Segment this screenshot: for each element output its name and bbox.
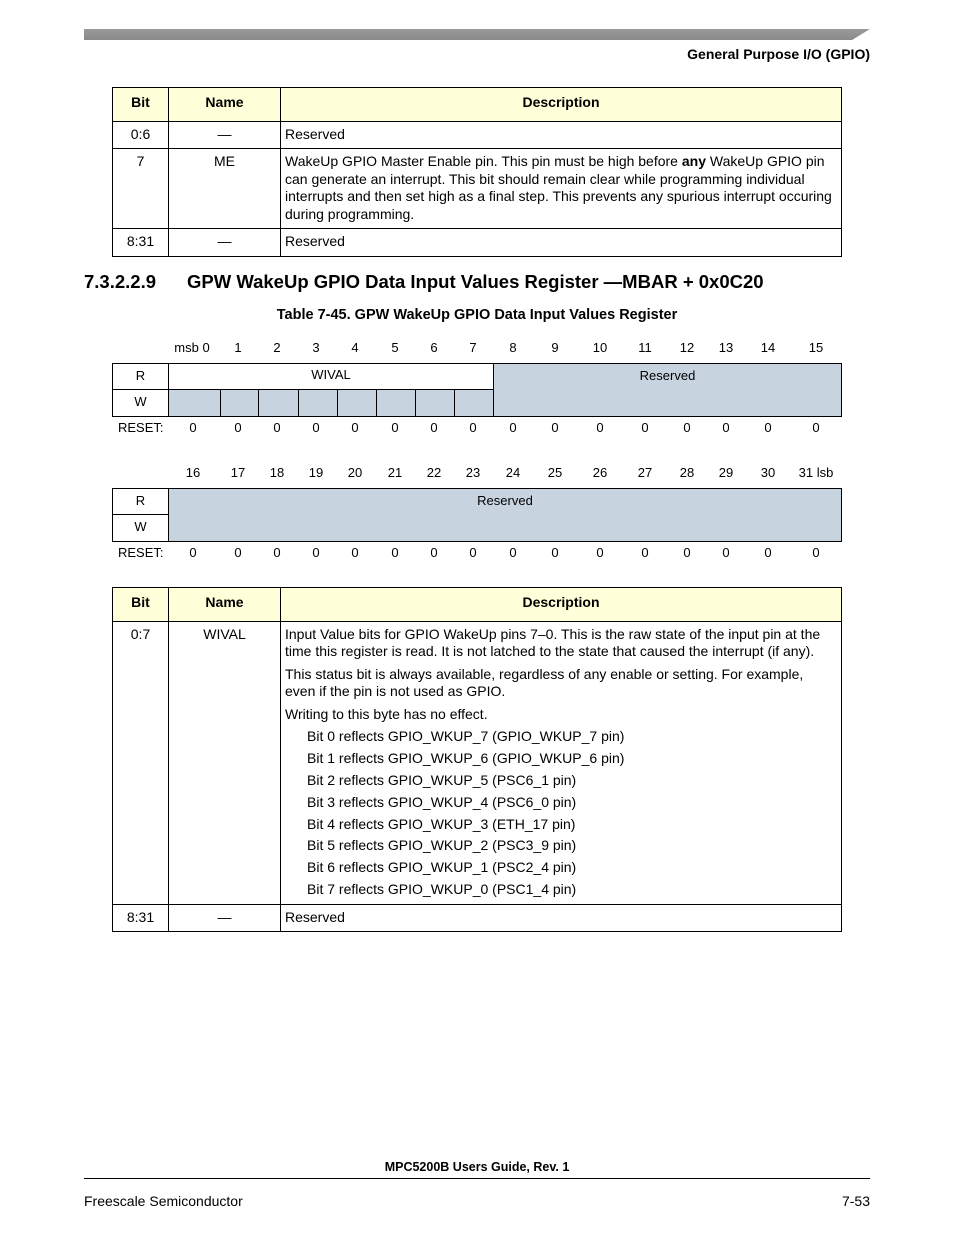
reset-value: 0 bbox=[596, 545, 604, 560]
bit-number: 26 bbox=[592, 465, 608, 480]
bit-number: 17 bbox=[230, 465, 246, 480]
reset-value: 0 bbox=[469, 545, 477, 560]
reset-value: 0 bbox=[391, 420, 399, 435]
list-item: Bit 1 reflects GPIO_WKUP_6 (GPIO_WKUP_6 pin) bbox=[307, 749, 625, 766]
write-cell bbox=[299, 390, 338, 416]
bit-number: 13 bbox=[718, 340, 734, 355]
reset-value: 0 bbox=[641, 545, 649, 560]
read-label: R bbox=[113, 364, 169, 390]
paragraph: Writing to this byte has no effect. bbox=[285, 705, 488, 722]
reset-label: RESET: bbox=[118, 420, 164, 435]
list-item: Bit 5 reflects GPIO_WKUP_2 (PSC3_9 pin) bbox=[307, 837, 577, 854]
footer-doc-title: MPC5200B Users Guide, Rev. 1 bbox=[384, 1160, 570, 1174]
list-item: Bit 0 reflects GPIO_WKUP_7 (GPIO_WKUP_7 pin) bbox=[307, 728, 625, 744]
write-cell bbox=[416, 390, 455, 416]
bit-number: 20 bbox=[347, 465, 363, 480]
description-cell: Reserved bbox=[281, 229, 842, 257]
bit-number: 23 bbox=[465, 465, 481, 480]
reset-value: 0 bbox=[509, 545, 517, 560]
bit-number: 9 bbox=[551, 340, 559, 355]
bit-number: 15 bbox=[808, 340, 824, 355]
wival-field-table bbox=[112, 587, 842, 932]
reset-value: 0 bbox=[430, 420, 438, 435]
table-row bbox=[113, 621, 842, 904]
bit-number: 8 bbox=[509, 340, 517, 355]
list-item: Bit 4 reflects GPIO_WKUP_3 (ETH_17 pin) bbox=[307, 815, 576, 832]
read-label: R bbox=[113, 489, 169, 515]
bit-number: 12 bbox=[679, 340, 695, 355]
write-cell bbox=[455, 390, 494, 416]
write-cell bbox=[221, 390, 259, 416]
header-rule bbox=[84, 29, 870, 40]
description-cell: Reserved bbox=[281, 904, 842, 932]
bit-number: 4 bbox=[351, 340, 359, 355]
reserved-label: Reserved bbox=[477, 493, 533, 508]
running-header: General Purpose I/O (GPIO) bbox=[687, 46, 870, 62]
bit-number: 31 lsb bbox=[798, 465, 834, 480]
footer-rule bbox=[84, 1178, 870, 1179]
bit-number: 7 bbox=[469, 340, 477, 355]
bit-cell: 0:7 bbox=[113, 621, 169, 904]
register-row-lower bbox=[112, 488, 842, 542]
table-row bbox=[113, 229, 842, 257]
reset-value: 0 bbox=[812, 420, 820, 435]
bit-cell: 0:6 bbox=[113, 121, 169, 149]
reset-value: 0 bbox=[189, 420, 197, 435]
reset-value: 0 bbox=[351, 545, 359, 560]
reserved-label: Reserved bbox=[639, 368, 696, 383]
bit-number: 16 bbox=[185, 465, 201, 480]
col-header-bit: Bit bbox=[113, 88, 169, 122]
me-field-table bbox=[112, 87, 842, 257]
register-row-upper bbox=[112, 363, 842, 417]
bit-number: 1 bbox=[234, 340, 242, 355]
reset-value: 0 bbox=[351, 420, 359, 435]
reset-value: 0 bbox=[273, 545, 281, 560]
reset-value: 0 bbox=[683, 545, 691, 560]
table-row bbox=[113, 121, 842, 149]
bit-number: 3 bbox=[312, 340, 320, 355]
name-cell: ME bbox=[169, 149, 281, 229]
footer-company: Freescale Semiconductor bbox=[84, 1193, 243, 1209]
section-title: GPW WakeUp GPIO Data Input Values Register —MBAR + 0x0C20 bbox=[187, 271, 764, 292]
bit-number: 28 bbox=[679, 465, 695, 480]
write-label: W bbox=[113, 515, 169, 541]
bit-number: 18 bbox=[269, 465, 285, 480]
write-label: W bbox=[113, 390, 169, 416]
description-cell: Reserved bbox=[281, 121, 842, 149]
bit-number: 6 bbox=[430, 340, 438, 355]
section-heading bbox=[84, 271, 764, 293]
reset-value: 0 bbox=[234, 545, 242, 560]
col-header-name: Name bbox=[169, 88, 281, 122]
reset-value: 0 bbox=[273, 420, 281, 435]
write-cell bbox=[338, 390, 377, 416]
bit-number: 2 bbox=[273, 340, 281, 355]
bit-number: 5 bbox=[391, 340, 399, 355]
list-item: Bit 6 reflects GPIO_WKUP_1 (PSC2_4 pin) bbox=[307, 859, 577, 876]
reset-label: RESET: bbox=[118, 545, 164, 560]
reset-value: 0 bbox=[551, 420, 559, 435]
reset-value: 0 bbox=[683, 420, 691, 435]
desc-text: WakeUp GPIO pin can generate an interrupt. This bit should remain clear while programming individual interrupts and then set high as a final step. This prevents any spurious interrupt occuring during programming. bbox=[285, 153, 832, 222]
section-number: 7.3.2.2.9 bbox=[84, 271, 157, 292]
bit-cell: 7 bbox=[113, 149, 169, 229]
bit-number: 19 bbox=[308, 465, 324, 480]
reserved-field bbox=[494, 364, 841, 416]
bit-number: 22 bbox=[426, 465, 442, 480]
reset-value: 0 bbox=[764, 420, 772, 435]
list-item: Bit 3 reflects GPIO_WKUP_4 (PSC6_0 pin) bbox=[307, 793, 577, 810]
col-header-description: Description bbox=[281, 88, 842, 122]
bit-number: 30 bbox=[760, 465, 776, 480]
write-cell bbox=[259, 390, 299, 416]
reset-value: 0 bbox=[189, 545, 197, 560]
wival-field: WIVAL bbox=[169, 364, 494, 390]
bit-number: 14 bbox=[760, 340, 776, 355]
reset-value: 0 bbox=[509, 420, 517, 435]
paragraph: This status bit is always available, regardless of any enable or setting. For example, even if the pin is not used as GPIO. bbox=[285, 665, 804, 699]
write-cell bbox=[169, 390, 221, 416]
bit-number: 24 bbox=[505, 465, 521, 480]
reset-value: 0 bbox=[641, 420, 649, 435]
reset-value: 0 bbox=[469, 420, 477, 435]
bit-number: 27 bbox=[637, 465, 653, 480]
bit-number: 11 bbox=[638, 340, 652, 355]
reset-value: 0 bbox=[312, 420, 320, 435]
name-cell: WIVAL bbox=[169, 621, 281, 904]
bit-cell: 8:31 bbox=[113, 229, 169, 257]
table-header-row bbox=[113, 88, 842, 122]
table-row bbox=[113, 904, 842, 932]
bit-number: 25 bbox=[547, 465, 563, 480]
reserved-field bbox=[169, 489, 841, 541]
table-row bbox=[113, 149, 842, 229]
desc-emphasis: any bbox=[681, 153, 706, 169]
table-caption: Table 7-45. GPW WakeUp GPIO Data Input Values Register bbox=[276, 307, 678, 323]
desc-text: WakeUp GPIO Master Enable pin. This pin must be high before bbox=[285, 153, 682, 169]
bit-number: 10 bbox=[592, 340, 608, 355]
col-header-bit: Bit bbox=[113, 588, 169, 622]
bit-cell: 8:31 bbox=[113, 904, 169, 932]
list-item: Bit 2 reflects GPIO_WKUP_5 (PSC6_1 pin) bbox=[307, 771, 577, 788]
name-cell: — bbox=[169, 904, 281, 932]
bit-number: 21 bbox=[387, 465, 403, 480]
reset-value: 0 bbox=[722, 545, 730, 560]
name-cell: — bbox=[169, 229, 281, 257]
reset-value: 0 bbox=[312, 545, 320, 560]
reset-value: 0 bbox=[234, 420, 242, 435]
write-cell bbox=[377, 390, 416, 416]
reset-value: 0 bbox=[722, 420, 730, 435]
reset-value: 0 bbox=[551, 545, 559, 560]
col-header-description: Description bbox=[281, 588, 842, 622]
paragraph: Input Value bits for GPIO WakeUp pins 7–0. This is the raw state of the input pin at the time this register is read. It is not latched to the state that caused the interrupt (if any). bbox=[285, 625, 821, 659]
col-header-name: Name bbox=[169, 588, 281, 622]
reset-value: 0 bbox=[430, 545, 438, 560]
reset-value: 0 bbox=[596, 420, 604, 435]
name-cell: — bbox=[169, 121, 281, 149]
list-item: Bit 7 reflects GPIO_WKUP_0 (PSC1_4 pin) bbox=[307, 881, 577, 898]
table-header-row bbox=[113, 588, 842, 622]
bit-number: msb 0 bbox=[174, 340, 210, 355]
reset-value: 0 bbox=[391, 545, 399, 560]
reset-value: 0 bbox=[812, 545, 820, 560]
description-cell bbox=[281, 621, 842, 904]
footer-page-number: 7-53 bbox=[841, 1193, 870, 1209]
bit-number: 29 bbox=[718, 465, 734, 480]
reset-value: 0 bbox=[764, 545, 772, 560]
description-cell bbox=[281, 149, 842, 229]
